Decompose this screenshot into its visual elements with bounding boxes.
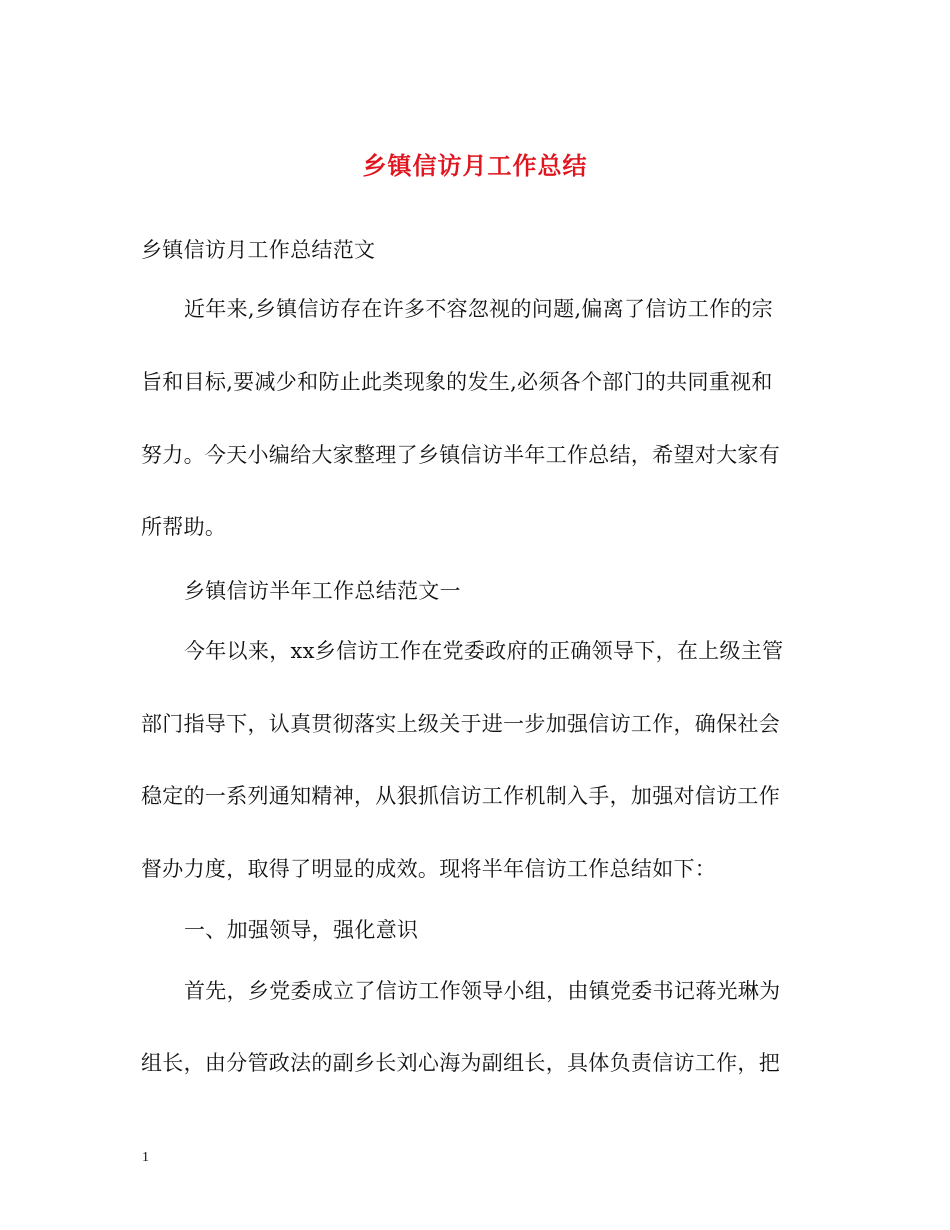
paragraph-line-2: 旨和目标,要减少和防止此类现象的发生,必须各个部门的共同重视和 xyxy=(141,370,773,394)
document-title: 乡镇信访月工作总结 xyxy=(362,152,588,180)
paragraph-line-8: 督办力度，取得了明显的成效。现将半年信访工作总结如下： xyxy=(141,857,717,881)
paragraph-line-5: 今年以来，xx乡信访工作在党委政府的正确领导下，在上级主管 xyxy=(184,639,784,663)
paragraph-line-7: 稳定的一系列通知精神，从狠抓信访工作机制入手，加强对信访工作 xyxy=(141,784,780,808)
paragraph-line-9: 首先，乡党委成立了信访工作领导小组，由镇党委书记蒋光琳为 xyxy=(184,979,781,1003)
page-number: 1 xyxy=(142,1150,149,1165)
section-heading-2: 一、加强领导，强化意识 xyxy=(184,918,419,942)
paragraph-line-10: 组长，由分管政法的副乡长刘心海为副组长，具体负责信访工作，把 xyxy=(141,1051,780,1075)
paragraph-line-1: 近年来,乡镇信访存在许多不容忽视的问题,偏离了信访工作的宗 xyxy=(184,297,774,321)
paragraph-line-6: 部门指导下，认真贯彻落实上级关于进一步加强信访工作，确保社会 xyxy=(141,712,780,736)
paragraph-line-4: 所帮助。 xyxy=(141,515,227,539)
subtitle-line: 乡镇信访月工作总结范文 xyxy=(141,238,376,262)
paragraph-line-3: 努力。今天小编给大家整理了乡镇信访半年工作总结，希望对大家有 xyxy=(141,443,780,467)
section-heading-1: 乡镇信访半年工作总结范文一 xyxy=(184,579,461,603)
